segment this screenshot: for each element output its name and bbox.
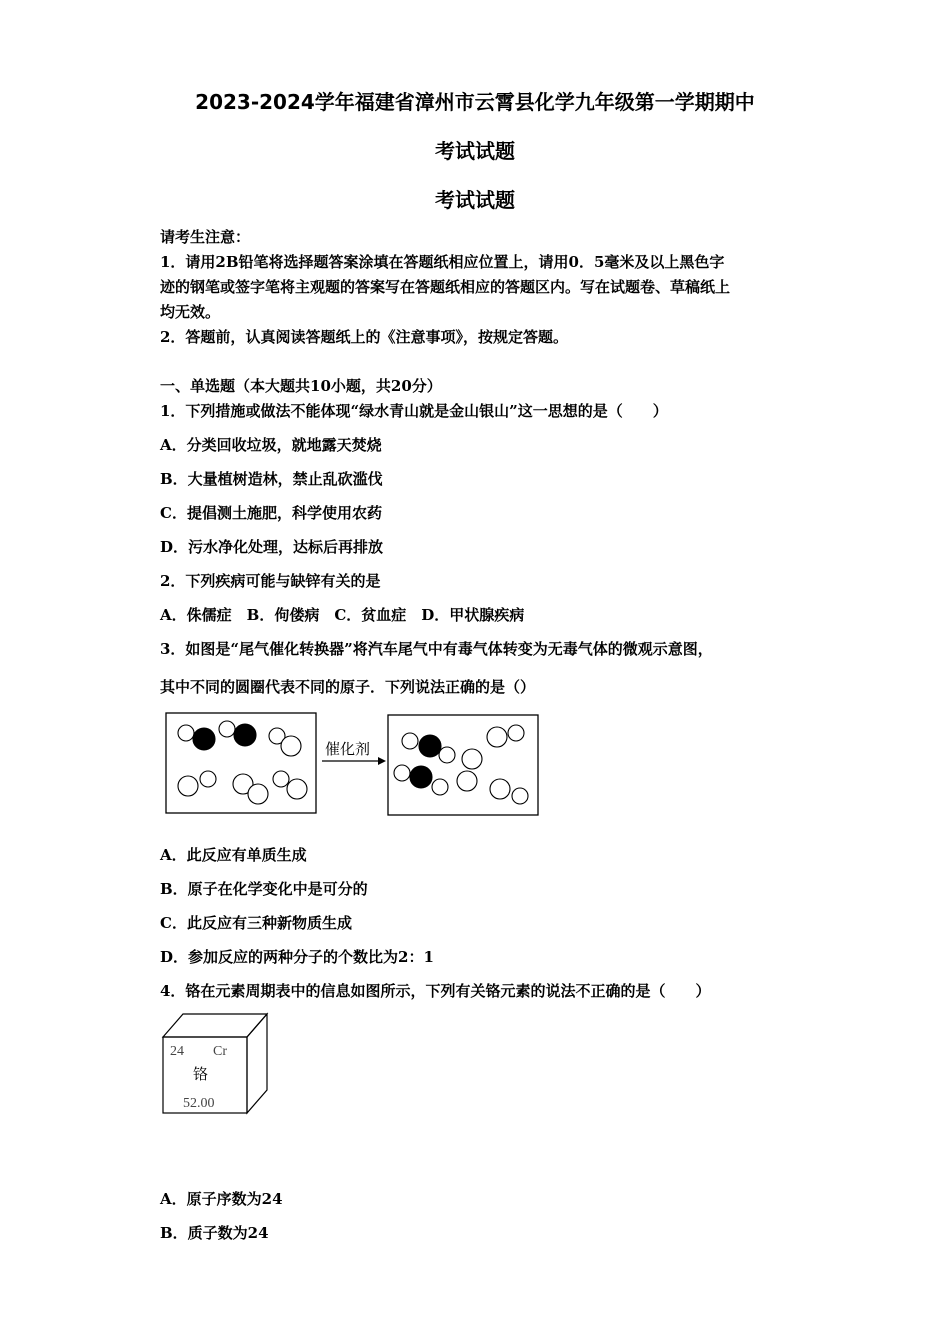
q3-option-d: D．参加反应的两种分子的个数比为2：1 [160, 948, 434, 966]
q4-stem: 4．铬在元素周期表中的信息如图所示，下列有关铬元素的说法不正确的是（ ） [160, 982, 711, 1000]
notice-item-1-line-2: 迹的钢笔或签字笔将主观题的答案写在答题纸相应的答题区内。写在试题卷、草稿纸上 [160, 278, 731, 296]
q3-option-b: B．原子在化学变化中是可分的 [160, 880, 368, 898]
q1-stem: 1．下列措施或做法不能体现“绿水青山就是金山银山”这一思想的是（ ） [160, 402, 668, 420]
notice-item-1-line-1: 1．请用2B铅笔将选择题答案涂填在答题纸相应位置上，请用0．5毫米及以上黑色字 [160, 253, 725, 271]
q3-option-c: C．此反应有三种新物质生成 [160, 914, 352, 932]
notice-item-2: 2．答题前，认真阅读答题纸上的《注意事项》，按规定答题。 [160, 328, 568, 346]
q1-option-a: A．分类回收垃圾，就地露天焚烧 [160, 436, 382, 454]
q1-option-c: C．提倡测土施肥，科学使用农药 [160, 504, 382, 522]
notice-item-1-line-3: 均无效。 [160, 303, 221, 321]
title-line-3: 考试试题 [435, 188, 515, 212]
q3-stem-line-1: 3．如图是“尾气催化转换器”将汽车尾气中有毒气体转变为无毒气体的微观示意图， [160, 640, 713, 658]
element-number: 24 [170, 1044, 184, 1059]
title-line-1: 2023-2024学年福建省漳州市云霄县化学九年级第一学期期中 [195, 90, 755, 114]
q2-options: A．侏儒症 B．佝偻病 C．贫血症 D．甲状腺疾病 [160, 606, 525, 624]
element-mass: 52.00 [183, 1096, 215, 1111]
element-name: 铬 [193, 1065, 209, 1083]
q4-option-b: B．质子数为24 [160, 1224, 269, 1242]
q3-stem-line-2: 其中不同的圆圈代表不同的原子．下列说法正确的是（） [160, 678, 536, 696]
q3-option-a: A．此反应有单质生成 [160, 846, 307, 864]
q2-stem: 2．下列疾病可能与缺锌有关的是 [160, 572, 381, 590]
catalyst-label: 催化剂 [325, 740, 371, 758]
q4-option-a: A．原子序数为24 [160, 1190, 283, 1208]
title-line-2: 考试试题 [435, 139, 515, 163]
q1-option-d: D．污水净化处理，达标后再排放 [160, 538, 384, 556]
q1-option-b: B．大量植树造林，禁止乱砍滥伐 [160, 470, 383, 488]
section-heading: 一、单选题（本大题共10小题，共20分） [160, 377, 442, 395]
notice-heading: 请考生注意： [160, 228, 251, 246]
element-symbol: Cr [213, 1044, 227, 1059]
